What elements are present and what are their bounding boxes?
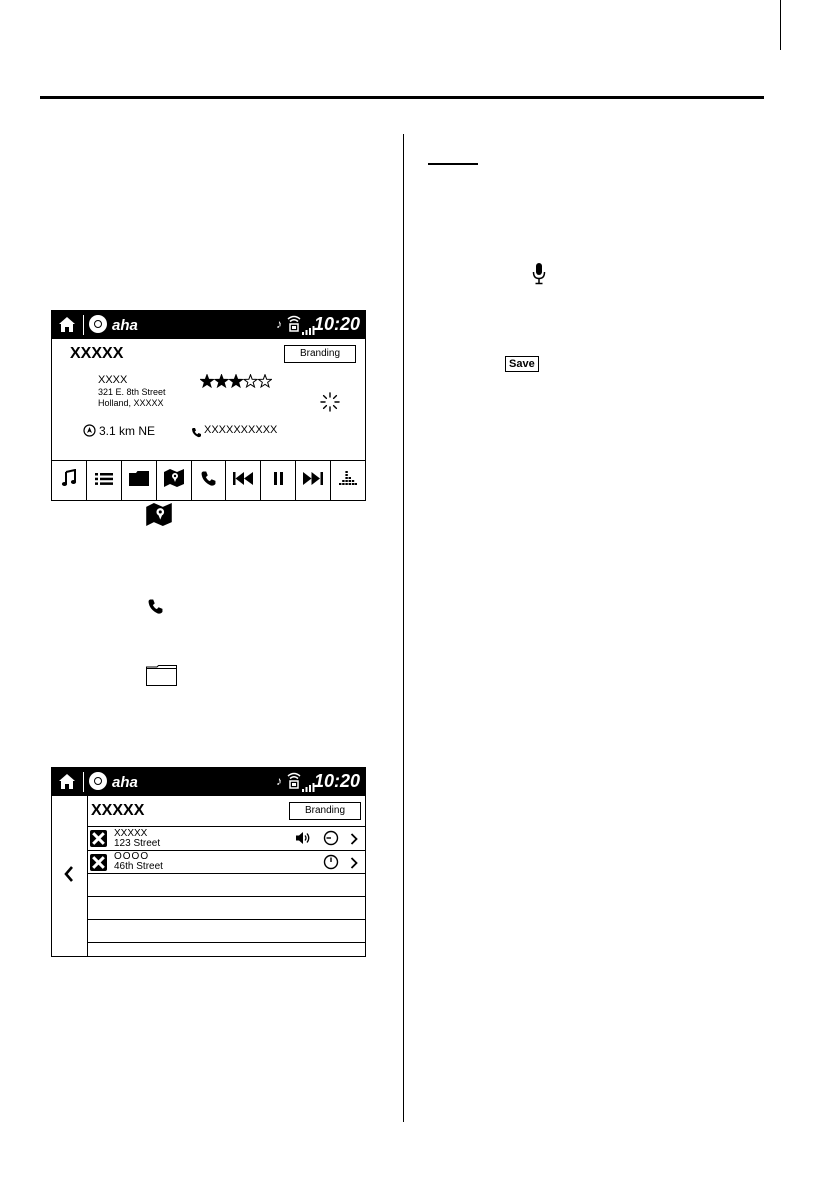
loading-spinner-icon [319,391,341,418]
phone-icon [200,470,217,492]
phone-icon [147,598,164,620]
list-item-name: OOOO [114,851,150,862]
star-empty-icon [259,375,272,387]
close-icon[interactable] [90,854,107,871]
map-pin-icon [164,469,184,492]
station-name: XXXX [98,374,128,386]
list-icon [95,472,113,490]
next-button[interactable] [296,461,331,500]
list-button[interactable] [87,461,122,500]
equalizer-icon [339,470,357,491]
list-item-street: 123 Street [114,838,161,849]
status-separator [83,772,84,792]
star-filled-icon [215,375,228,387]
clock: 10:20 [313,314,360,334]
pause-icon [274,472,283,490]
status-bar [52,768,365,796]
phone-number: XXXXXXXXXX [204,424,278,436]
list-header [87,796,365,827]
branding-button[interactable]: Branding [284,345,356,363]
close-icon[interactable] [90,830,107,847]
folder-icon [129,471,149,491]
compass-icon [83,424,96,442]
previous-track-icon [233,472,253,490]
empty-list-row [87,897,365,920]
note-heading-rule [428,163,478,165]
music-note-icon: ♪ [276,774,282,788]
list-item[interactable] [87,851,365,874]
aha-logo-icon [89,315,107,333]
list-title: XXXXX [91,802,145,819]
list-item-street: 46th Street [114,861,163,872]
music-note-icon: ♪ [276,317,282,331]
app-name: aha [112,317,138,334]
wifi-icon [287,771,301,794]
map-pin-icon [146,503,172,531]
star-empty-icon [244,375,257,387]
chevron-left-icon [64,866,74,887]
empty-list-row [87,874,365,897]
list-item[interactable] [87,827,365,851]
bottom-toolbar [52,460,365,500]
clock: 10:20 [313,771,360,791]
speaker-icon [295,831,311,850]
equalizer-button[interactable] [331,461,365,500]
distance-text: 3.1 km NE [99,424,156,438]
empty-list-row [87,920,365,943]
rating-stars [200,374,272,394]
folder-icon [146,665,177,691]
address-line-1: 321 E. 8th Street [98,387,166,397]
star-filled-icon [230,375,243,387]
status-bar [52,311,365,339]
column-divider [403,134,404,1122]
phone-small-icon [191,425,202,443]
aha-logo-icon [89,772,107,790]
status-separator [83,315,84,335]
music-button[interactable] [52,461,87,500]
aha-station-screen [51,310,366,501]
station-title: XXXXX [70,345,124,362]
next-track-icon [303,472,323,490]
address-line-2: Holland, XXXXX [98,398,164,408]
back-panel[interactable] [52,796,88,956]
wifi-icon [287,314,301,337]
previous-button[interactable] [226,461,261,500]
timer-icon [323,830,339,851]
pause-button[interactable] [261,461,296,500]
home-icon[interactable] [58,773,76,795]
header-rule [40,96,764,99]
save-button[interactable]: Save [505,356,539,372]
corner-mark [780,0,781,50]
app-name: aha [112,774,138,791]
branding-button[interactable]: Branding [289,802,361,820]
map-button[interactable] [157,461,192,500]
call-button[interactable] [192,461,227,500]
timer-icon [323,854,339,875]
folder-button[interactable] [122,461,157,500]
chevron-right-icon[interactable] [350,856,358,874]
aha-list-screen [51,767,366,957]
microphone-icon [532,263,546,290]
music-note-icon [61,469,77,492]
star-filled-icon [201,375,214,387]
list-item-name: XXXXX [114,828,148,839]
chevron-right-icon[interactable] [350,832,358,850]
home-icon[interactable] [58,316,76,338]
